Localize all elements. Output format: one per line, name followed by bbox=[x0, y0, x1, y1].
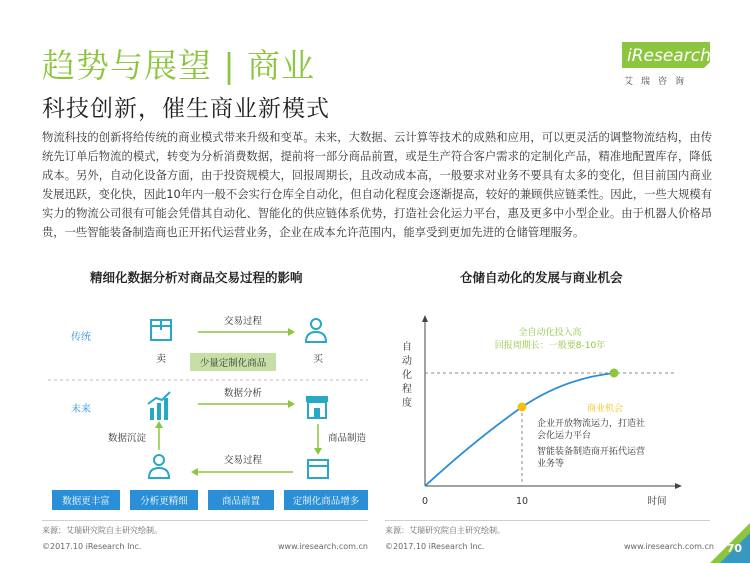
x-axis-label: 时间 bbox=[647, 496, 667, 507]
x-axis-arrow bbox=[675, 483, 682, 489]
future-label: 未来 bbox=[71, 404, 91, 415]
tag-label: 定制化商品增多 bbox=[292, 496, 360, 507]
logo-brand-text: iResearch bbox=[627, 46, 711, 66]
analytics-icon bbox=[148, 392, 170, 420]
page-number: 70 bbox=[726, 542, 742, 555]
data-analysis-label: 数据分析 bbox=[224, 388, 263, 399]
delivery-box-icon bbox=[308, 460, 328, 478]
opportunity-item-1b: 会化运力平台 bbox=[537, 431, 592, 441]
source-note-left: 来源：艾瑞研究院自主研究绘制。 bbox=[42, 526, 162, 535]
small-custom-goods-label: 少量定制化商品 bbox=[199, 358, 267, 369]
package-icon bbox=[151, 320, 171, 340]
trade-arrow-1-head bbox=[288, 328, 295, 336]
traditional-label: 传统 bbox=[71, 332, 91, 343]
page-subtitle: 科技创新，催生商业新模式 bbox=[42, 96, 330, 122]
footer-divider-right bbox=[385, 520, 710, 521]
y-axis-label: 自动化程度 bbox=[402, 342, 412, 409]
intro-paragraph: 物流科技的创新将给传统的商业模式带来升级和变革。未来，大数据、云计算等技术的成熟和应用，可以更灵活的调整物流结构，由传统先订单后物流的模式，转变为分析消费数据，提前将一部分商品前置，或是生产符合客户需求的定制化产品，精准地配置库存，降低成本。另外，自动化设备方面，由于投资规模大，回报周期长，且改动成本高，一般要求对业务不要具有太多的变化，但目前国内商业发展迅跃，变化快，因此10年内一般不会实行仓库全自动化，但自动化程度会逐渐提高，较好的兼顾供应链柔性。因此，一些大规模有实力的物流公司很有可能会凭借其自动化、智能化的供应链体系优势，打造社会化运力平台，惠及更多中小型企业。由于机器人价格昂贵，一些智能装备制造商也正开拓代运营业务，企业在成本允许范围内，能享受到更加先进的仓储管理服务。 bbox=[42, 131, 712, 239]
goods-manufacture-label: 商品制造 bbox=[328, 433, 367, 444]
iresearch-logo bbox=[618, 38, 714, 88]
logo-mark bbox=[618, 38, 714, 70]
data-deposit-label: 数据沉淀 bbox=[108, 433, 147, 444]
full-auto-note-1: 全自动化投入高 bbox=[518, 328, 582, 338]
website-right: www.iresearch.com.cn bbox=[624, 542, 714, 551]
left-section-title: 精细化数据分析对商品交易过程的影响 bbox=[90, 270, 303, 285]
page-title: 趋势与展望 | 商业 bbox=[42, 46, 316, 85]
automation-chart bbox=[385, 300, 700, 520]
footer-divider-left bbox=[42, 520, 368, 521]
website-left: www.iresearch.com.cn bbox=[278, 542, 368, 551]
customer-icon bbox=[149, 455, 169, 478]
tag-more-custom-goods bbox=[284, 490, 368, 510]
store-icon bbox=[306, 396, 328, 418]
x-tick-10-label: 10 bbox=[515, 496, 529, 507]
copyright-right: ©2017.10 iResearch Inc. bbox=[385, 542, 485, 551]
full-auto-point bbox=[610, 369, 619, 378]
opportunity-title: 商业机会 bbox=[586, 404, 624, 414]
trade-process-label-2: 交易过程 bbox=[224, 455, 263, 466]
copyright-left: ©2017.10 iResearch Inc. bbox=[42, 542, 142, 551]
tag-label: 数据更丰富 bbox=[62, 496, 110, 507]
deposit-arrow-head bbox=[155, 421, 163, 428]
manufacture-arrow-head bbox=[314, 448, 322, 455]
trade-process-diagram bbox=[38, 300, 378, 520]
tag-finer-analysis bbox=[130, 490, 198, 510]
buyer-label: 买 bbox=[313, 354, 323, 365]
opportunity-point bbox=[518, 403, 527, 412]
x-origin-label: 0 bbox=[421, 496, 429, 507]
seller-label: 卖 bbox=[156, 354, 166, 365]
trade-arrow-2-head bbox=[191, 468, 198, 476]
right-section-title: 仓储自动化的发展与商业机会 bbox=[460, 270, 623, 285]
tag-label: 商品前置 bbox=[221, 496, 261, 507]
buyer-icon bbox=[306, 319, 326, 342]
opportunity-item-2a: 智能装备制造商开拓代运营 bbox=[537, 447, 646, 457]
tag-data-richer bbox=[52, 490, 120, 510]
automation-curve bbox=[425, 373, 615, 486]
data-analysis-arrow-head bbox=[288, 400, 295, 408]
tag-goods-forward bbox=[208, 490, 274, 510]
y-axis-arrow bbox=[422, 315, 428, 322]
opportunity-item-2b: 业务等 bbox=[537, 459, 565, 469]
logo-tagline: 艾瑞咨询 bbox=[624, 77, 693, 87]
source-note-right: 来源：艾瑞研究院自主研究绘制。 bbox=[385, 526, 505, 535]
opportunity-item-1a: 企业开放物流运力，打造社 bbox=[537, 419, 646, 429]
full-auto-note-2: 回报周期长：一般要8-10年 bbox=[494, 341, 606, 351]
trade-process-label-1: 交易过程 bbox=[224, 316, 263, 327]
tag-label: 分析更精细 bbox=[140, 496, 188, 507]
